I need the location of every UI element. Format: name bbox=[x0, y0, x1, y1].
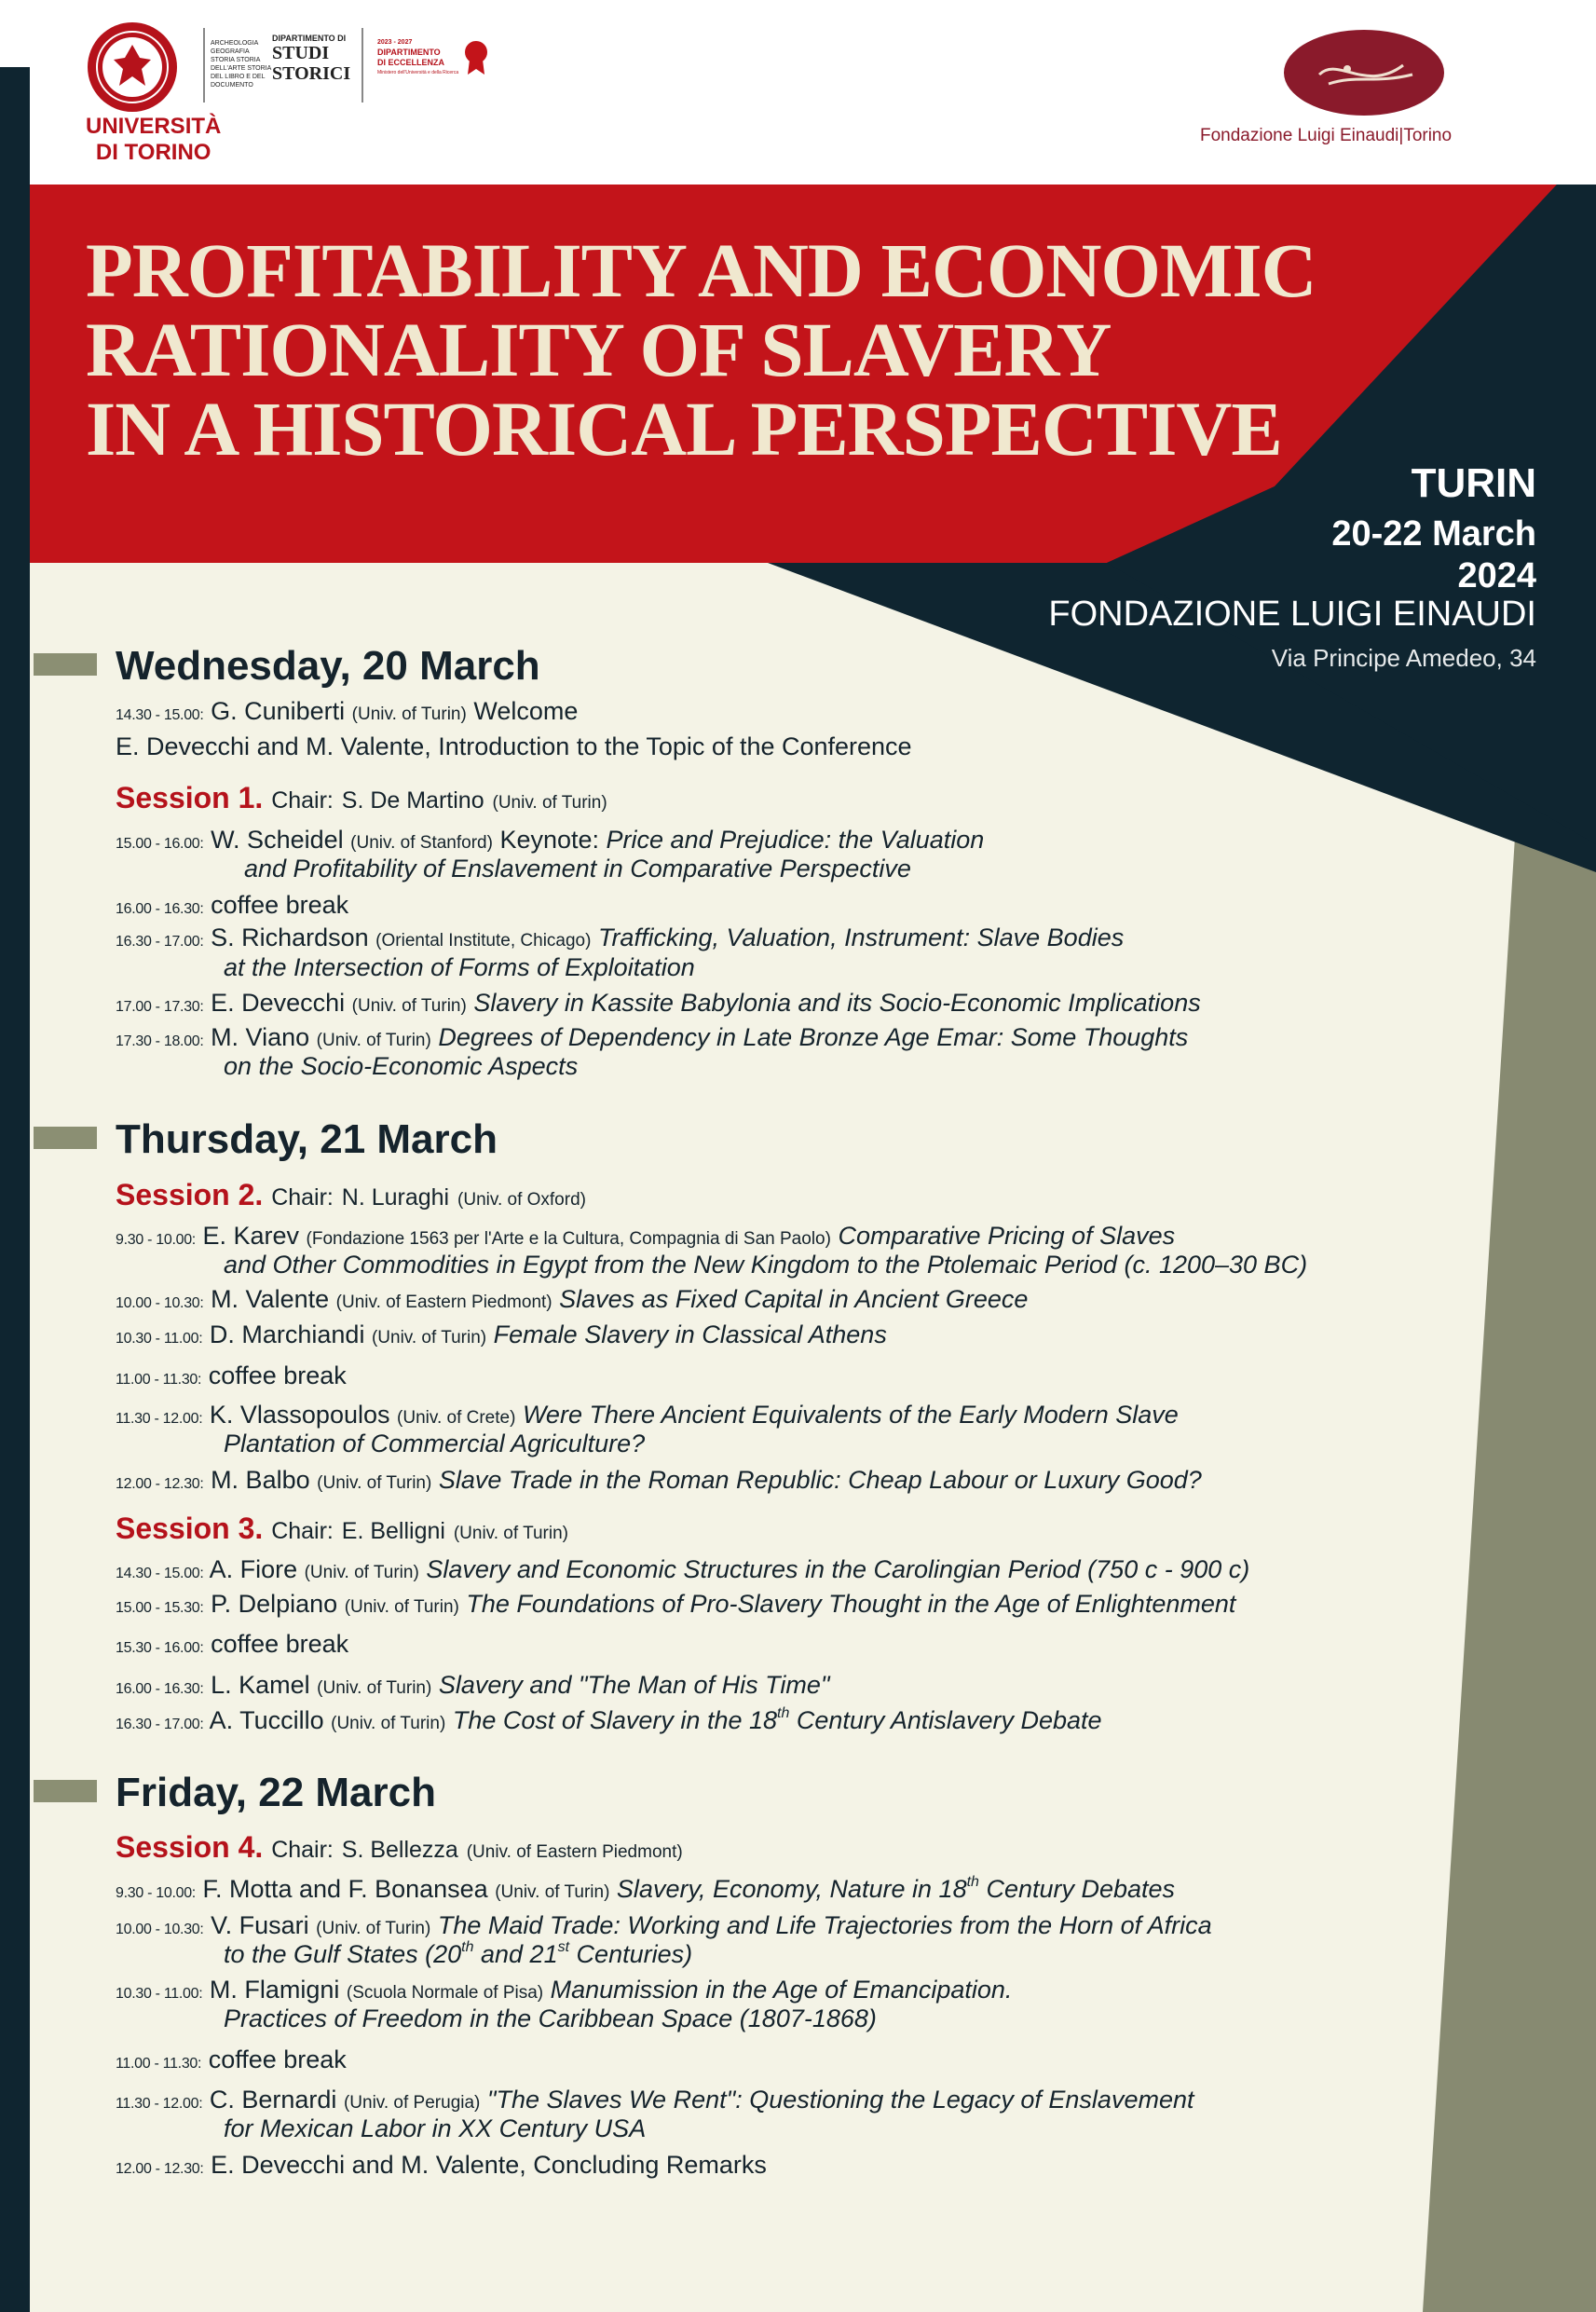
talk-text: , Introduction to the Topic of the Conference bbox=[424, 732, 912, 760]
speaker: G. Cuniberti bbox=[211, 697, 346, 725]
speaker: W. Scheidel bbox=[211, 826, 344, 854]
affiliation: (Univ. of Turin) bbox=[351, 996, 467, 1016]
affiliation: (Scuola Normale of Pisa) bbox=[346, 1983, 544, 2003]
location-address: Via Principe Amedeo, 34 bbox=[1271, 644, 1536, 672]
title-sup: th bbox=[461, 1939, 474, 1955]
conjunction: and bbox=[351, 2151, 394, 2179]
day-marker bbox=[34, 653, 97, 676]
chair-name: S. Bellezza bbox=[341, 1837, 458, 1863]
time-slot: 11.00 - 11.30: bbox=[116, 1372, 202, 1388]
affiliation: (Univ. of Turin) bbox=[495, 1882, 610, 1902]
time-slot: 16.30 - 17.00: bbox=[116, 1717, 204, 1732]
conference-title bbox=[86, 227, 1316, 472]
time-slot: 10.00 - 10.30: bbox=[116, 1922, 204, 1937]
time-slot: 16.00 - 16.30: bbox=[116, 1681, 204, 1697]
chair-affiliation: (Univ. of Turin) bbox=[453, 1524, 569, 1543]
talk-title-cont: Practices of Freedom in the Caribbean Space (1807-1868) bbox=[224, 2004, 877, 2032]
program-line bbox=[116, 1320, 887, 1354]
title-part: Century Antislavery Debate bbox=[789, 1706, 1102, 1734]
affiliation: (Univ. of Turin) bbox=[351, 705, 467, 724]
location-year: 2024 bbox=[1457, 556, 1536, 595]
speaker: E. Devecchi bbox=[116, 732, 251, 760]
excellence-ministry: Ministero dell'Università e della Ricerca bbox=[377, 70, 459, 75]
affiliation: (Univ. of Turin) bbox=[317, 1473, 432, 1493]
session-label: Session 4. bbox=[116, 1830, 264, 1864]
chair-affiliation: (Univ. of Eastern Piedmont) bbox=[466, 1842, 683, 1862]
time-slot: 14.30 - 15.00: bbox=[116, 707, 204, 723]
time-slot: 16.00 - 16.30: bbox=[116, 901, 204, 917]
time-slot: 9.30 - 10.00: bbox=[116, 1232, 196, 1248]
speaker: M. Valente bbox=[401, 2151, 520, 2179]
speaker: E. Karev bbox=[202, 1222, 300, 1250]
talk-title-cont bbox=[224, 1939, 692, 1969]
time-slot: 16.30 - 17.00: bbox=[116, 934, 204, 950]
unito-wordmark bbox=[86, 114, 221, 166]
title-sup: th bbox=[777, 1705, 790, 1721]
title-part: Slavery, Economy, Nature in 18 bbox=[616, 1875, 967, 1903]
program-line bbox=[116, 1629, 348, 1663]
talk-title: Slave Trade in the Roman Republic: Cheap Labour or Luxury Good? bbox=[438, 1466, 1202, 1494]
chair-label: Chair: bbox=[271, 1184, 334, 1211]
affiliation: (Univ. of Turin) bbox=[316, 1919, 431, 1938]
day-marker bbox=[34, 1780, 97, 1802]
chair-name: S. De Martino bbox=[341, 787, 484, 814]
talk-title: Slaves as Fixed Capital in Ancient Greece bbox=[559, 1285, 1029, 1313]
dept-subjects: ARCHEOLOGIA GEOGRAFIA STORIA STORIA DELL'ARTE STORIA DEL LIBRO E DEL DOCUMENTO bbox=[211, 40, 271, 89]
left-navy-strip bbox=[0, 67, 30, 2312]
title-line1: PROFITABILITY AND ECONOMIC bbox=[86, 227, 1316, 313]
speaker: C. Bernardi bbox=[209, 2086, 337, 2114]
time-slot: 11.00 - 11.30: bbox=[116, 2056, 202, 2072]
program-line bbox=[116, 2045, 347, 2079]
speaker: M. Flamigni bbox=[209, 1976, 340, 2004]
talk-title: The Maid Trade: Working and Life Trajectories from the Horn of Africa bbox=[437, 1911, 1212, 1939]
talk-title-cont: Plantation of Commercial Agriculture? bbox=[224, 1430, 646, 1457]
keynote-label: Keynote: bbox=[499, 826, 600, 854]
excellence-line1: DIPARTIMENTO bbox=[377, 48, 441, 57]
title-line2: RATIONALITY OF SLAVERY bbox=[86, 307, 1112, 392]
talk-title-cont: for Mexican Labor in XX Century USA bbox=[224, 2114, 647, 2142]
talk-text: Welcome bbox=[473, 697, 579, 725]
speaker: M. Valente bbox=[211, 1285, 330, 1313]
speaker: E. Devecchi bbox=[211, 989, 346, 1017]
conjunction: and bbox=[256, 732, 299, 760]
program-line bbox=[116, 732, 912, 761]
time-slot: 9.30 - 10.00: bbox=[116, 1885, 196, 1901]
time-slot: 17.00 - 17.30: bbox=[116, 999, 204, 1015]
dept-storici: STORICI bbox=[272, 63, 351, 84]
dept-studi-storici-logo bbox=[272, 34, 350, 84]
time-slot: 15.00 - 16.00: bbox=[116, 836, 204, 852]
talk-title: Were There Ancient Equivalents of the Early Modern Slave bbox=[522, 1401, 1179, 1429]
title-line3: IN A HISTORICAL PERSPECTIVE bbox=[86, 386, 1282, 472]
time-slot: 17.30 - 18.00: bbox=[116, 1033, 204, 1049]
day-marker bbox=[34, 1127, 97, 1149]
time-slot: 10.30 - 11.00: bbox=[116, 1986, 203, 2002]
excellence-seal-icon bbox=[462, 39, 490, 76]
title-part: to the Gulf States (20 bbox=[224, 1940, 462, 1968]
talk-text: , Concluding Remarks bbox=[519, 2151, 767, 2179]
speaker: D. Marchiandi bbox=[209, 1320, 365, 1348]
speaker: A. Tuccillo bbox=[209, 1706, 324, 1734]
affiliation: (Univ. of Turin) bbox=[317, 1678, 432, 1698]
speaker: M. Viano bbox=[211, 1023, 310, 1051]
session-1-heading bbox=[116, 779, 607, 822]
affiliation: (Univ. of Turin) bbox=[304, 1563, 419, 1582]
unito-line1: UNIVERSITÀ bbox=[86, 114, 222, 139]
conjunction: and bbox=[299, 1875, 342, 1903]
talk-title: Price and Prejudice: the Valuation bbox=[606, 826, 985, 854]
fle-emblem-icon bbox=[1282, 28, 1446, 117]
affiliation: (Univ. of Turin) bbox=[344, 1597, 459, 1617]
chair-affiliation: (Univ. of Turin) bbox=[492, 793, 607, 813]
time-slot: 10.30 - 11.00: bbox=[116, 1331, 203, 1347]
talk-title-cont: and Other Commodities in Egypt from the New Kingdom to the Ptolemaic Period (c. 1200–30 BC) bbox=[224, 1251, 1308, 1279]
affiliation: (Univ. of Eastern Piedmont) bbox=[335, 1293, 552, 1312]
talk-title: "The Slaves We Rent": Questioning the Legacy of Enslavement bbox=[486, 2086, 1194, 2114]
title-sup: st bbox=[557, 1939, 570, 1955]
chair-name: N. Luraghi bbox=[341, 1184, 450, 1211]
title-sup: th bbox=[966, 1874, 979, 1890]
session-2-heading bbox=[116, 1176, 586, 1219]
title-part: Centuries) bbox=[569, 1940, 693, 1968]
talk-title: Slavery and "The Man of His Time" bbox=[438, 1671, 830, 1699]
title-part: The Cost of Slavery in the 18 bbox=[452, 1706, 778, 1734]
unito-seal-icon bbox=[86, 21, 179, 114]
session-label: Session 3. bbox=[116, 1512, 264, 1545]
talk-title: The Foundations of Pro-Slavery Thought in the Age of Enlightenment bbox=[466, 1590, 1236, 1618]
affiliation: (Oriental Institute, Chicago) bbox=[375, 931, 592, 951]
time-slot: 11.30 - 12.00: bbox=[116, 1411, 203, 1427]
time-slot: 12.00 - 12.30: bbox=[116, 1476, 204, 1492]
program-line bbox=[116, 1361, 347, 1395]
chair-affiliation: (Univ. of Oxford) bbox=[457, 1190, 586, 1210]
talk-title bbox=[453, 1706, 1102, 1734]
time-slot: 12.00 - 12.30: bbox=[116, 2161, 204, 2177]
program-line bbox=[116, 1874, 1175, 1908]
chair-label: Chair: bbox=[271, 1837, 334, 1863]
affiliation: (Univ. of Turin) bbox=[331, 1714, 446, 1733]
time-slot: 11.30 - 12.00: bbox=[116, 2096, 203, 2112]
program-line bbox=[116, 1589, 1235, 1623]
speaker: P. Delpiano bbox=[211, 1590, 338, 1618]
excellence-years: 2023 - 2027 bbox=[377, 39, 413, 46]
program-line bbox=[116, 1705, 1102, 1740]
program-line bbox=[116, 2150, 767, 2184]
location-dates: 20-22 March bbox=[1331, 514, 1536, 554]
location-venue: FONDAZIONE LUIGI EINAUDI bbox=[1048, 595, 1536, 634]
session-4-heading bbox=[116, 1828, 683, 1871]
affiliation: (Univ. of Stanford) bbox=[350, 833, 493, 853]
title-part: and 21 bbox=[473, 1940, 558, 1968]
session-label: Session 2. bbox=[116, 1178, 264, 1211]
program-line bbox=[116, 1284, 1028, 1319]
program-line bbox=[116, 988, 1201, 1022]
talk-title bbox=[617, 1875, 1175, 1903]
talk-title-cont: at the Intersection of Forms of Exploitation bbox=[224, 953, 695, 981]
session-3-heading bbox=[116, 1510, 568, 1553]
dept-studi: STUDI bbox=[272, 43, 330, 63]
affiliation: (Univ. of Perugia) bbox=[343, 2093, 481, 2113]
logo-divider-2 bbox=[361, 28, 363, 103]
program-line bbox=[116, 1554, 1249, 1589]
affiliation: (Univ. of Turin) bbox=[371, 1328, 487, 1348]
unito-line2: DI TORINO bbox=[95, 140, 211, 165]
talk-title: Slavery and Economic Structures in the Carolingian Period (750 c - 900 c) bbox=[426, 1555, 1250, 1583]
talk-title: Female Slavery in Classical Athens bbox=[493, 1320, 887, 1348]
program-line bbox=[116, 890, 348, 924]
talk-title-cont: and Profitability of Enslavement in Comparative Perspective bbox=[244, 855, 911, 882]
time-slot: 10.00 - 10.30: bbox=[116, 1295, 204, 1311]
speaker: K. Vlassopoulos bbox=[209, 1401, 390, 1429]
logo-divider bbox=[203, 28, 205, 103]
chair-label: Chair: bbox=[271, 1518, 334, 1544]
program-line bbox=[116, 1670, 829, 1704]
affiliation: (Univ. of Crete) bbox=[397, 1408, 516, 1428]
speaker: V. Fusari bbox=[211, 1911, 309, 1939]
fle-name: Fondazione Luigi Einaudi|Torino bbox=[1200, 126, 1453, 145]
affiliation: (Univ. of Turin) bbox=[316, 1031, 431, 1050]
speaker: A. Fiore bbox=[209, 1555, 298, 1583]
talk-title: Trafficking, Valuation, Instrument: Slave Bodies bbox=[597, 923, 1125, 951]
speaker: E. Devecchi bbox=[211, 2151, 346, 2179]
talk-title: Slavery in Kassite Babylonia and its Socio-Economic Implications bbox=[473, 989, 1201, 1017]
day-heading-wednesday: Wednesday, 20 March bbox=[116, 643, 540, 689]
coffee-break: coffee break bbox=[208, 1361, 347, 1389]
coffee-break: coffee break bbox=[211, 1630, 349, 1658]
program-line bbox=[116, 696, 578, 731]
chair-name: E. Belligni bbox=[341, 1518, 445, 1544]
excellence-line2: DI ECCELLENZA bbox=[377, 58, 444, 67]
speaker: L. Kamel bbox=[211, 1671, 310, 1699]
talk-title-cont: on the Socio-Economic Aspects bbox=[224, 1052, 579, 1080]
affiliation: (Fondazione 1563 per l'Arte e la Cultura, Compagnia di San Paolo) bbox=[306, 1229, 831, 1249]
talk-title: Degrees of Dependency in Late Bronze Age Emar: Some Thoughts bbox=[438, 1023, 1189, 1051]
coffee-break: coffee break bbox=[208, 2045, 347, 2073]
talk-title: Manumission in the Age of Emancipation. bbox=[550, 1976, 1013, 2004]
talk-title: Comparative Pricing of Slaves bbox=[838, 1222, 1176, 1250]
title-part: Century Debates bbox=[978, 1875, 1176, 1903]
speaker: M. Valente bbox=[306, 732, 425, 760]
coffee-break: coffee break bbox=[211, 891, 349, 919]
chair-label: Chair: bbox=[271, 787, 334, 814]
time-slot: 14.30 - 15.00: bbox=[116, 1566, 204, 1581]
time-slot: 15.00 - 15.30: bbox=[116, 1600, 204, 1616]
speaker: F. Motta bbox=[202, 1875, 293, 1903]
speaker: M. Balbo bbox=[211, 1466, 310, 1494]
session-label: Session 1. bbox=[116, 781, 264, 814]
time-slot: 15.30 - 16.00: bbox=[116, 1640, 204, 1656]
day-heading-friday: Friday, 22 March bbox=[116, 1770, 436, 1815]
location-city: TURIN bbox=[1411, 460, 1536, 506]
day-heading-thursday: Thursday, 21 March bbox=[116, 1116, 498, 1162]
dept-label: DIPARTIMENTO DI bbox=[272, 34, 347, 43]
speaker: F. Bonansea bbox=[348, 1875, 488, 1903]
program-line bbox=[116, 1465, 1202, 1499]
speaker: S. Richardson bbox=[211, 923, 369, 951]
